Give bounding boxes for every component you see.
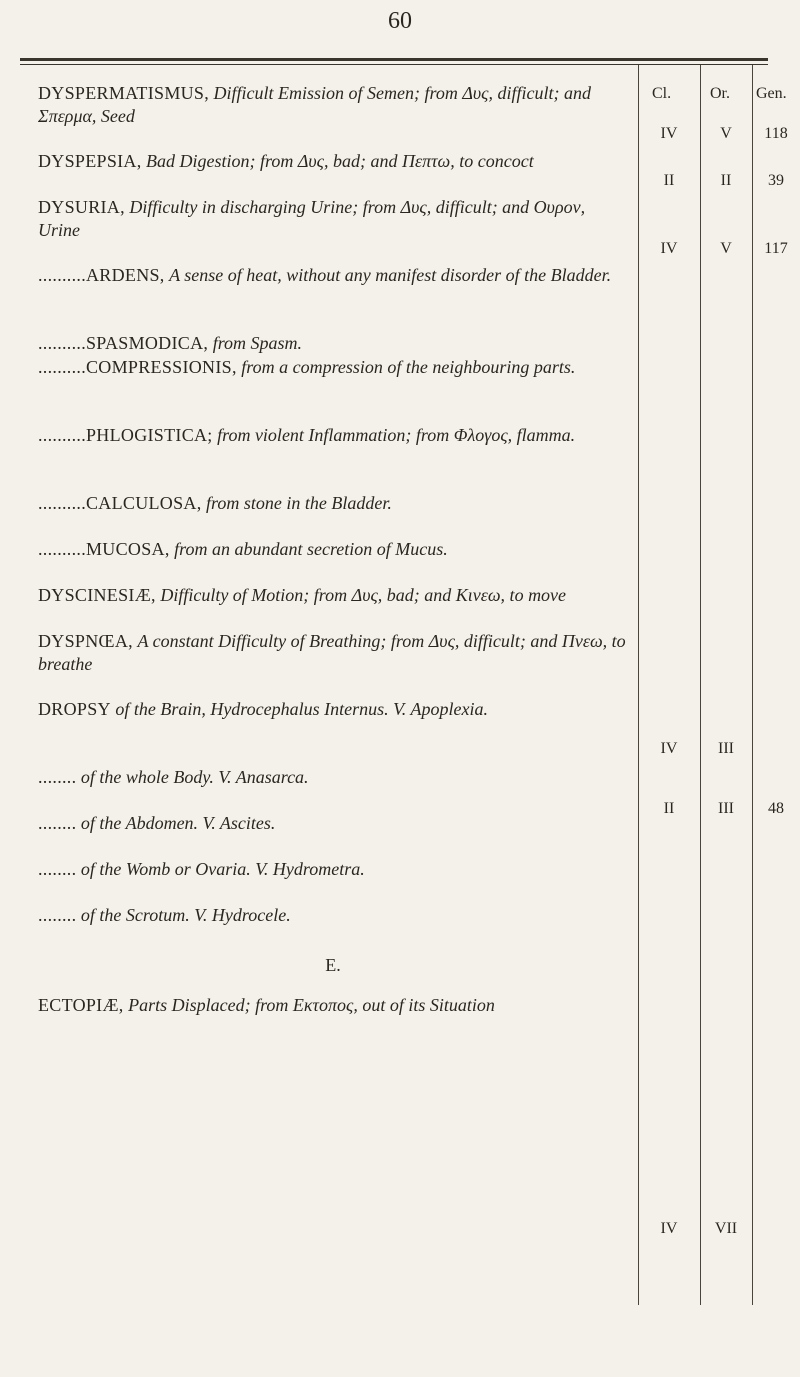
entry: ECTOPIÆ, Parts Displaced; from Εκτοπος, out of its Situation xyxy=(38,995,495,1015)
entries-list xyxy=(38,82,628,1040)
cl-value: II xyxy=(663,800,675,817)
gen-value: 117 xyxy=(764,240,788,257)
gen-value: 48 xyxy=(768,800,784,817)
or-value: II xyxy=(720,172,732,189)
top-rule-thin xyxy=(20,64,768,65)
entry: ..........MUCOSA, from an abundant secretion of Mucus. xyxy=(38,539,448,559)
entry: ..........ARDENS, A sense of heat, without any manifest disorder of the Bladder. xyxy=(38,265,612,285)
cl-value: II xyxy=(663,172,675,189)
gen-value: 39 xyxy=(768,172,784,189)
entry: DYSCINESIÆ, Difficulty of Motion; from Δυς, bad; and Κινεω, to move xyxy=(38,585,567,605)
entry: DYSPERMATISMUS, Difficult Emission of Semen; from Δυς, difficult; and Σπερμα, Seed xyxy=(38,83,591,126)
column-header-gen: Gen. xyxy=(756,85,787,102)
entry: ........ of the Abdomen. V. Ascites. xyxy=(38,813,276,833)
cl-value: IV xyxy=(660,740,678,757)
entry: DROPSY of the Brain, Hydrocephalus Internus. V. Apoplexia. xyxy=(38,699,488,719)
column-header-or: Or. xyxy=(710,85,730,102)
or-value: V xyxy=(720,125,732,142)
entry: DYSPNŒA, A constant Difficulty of Breathing; from Δυς, difficult; and Πνεω, to breathe xyxy=(38,631,626,674)
cl-value: IV xyxy=(660,240,678,257)
or-value: V xyxy=(720,240,732,257)
section-letter: E. xyxy=(325,955,341,975)
entry: ..........SPASMODICA, from Spasm. xyxy=(38,333,303,353)
gen-value: 118 xyxy=(764,125,788,142)
entry: ..........CALCULOSA, from stone in the Bladder. xyxy=(38,493,392,513)
entry: ..........PHLOGISTICA; from violent Inflammation; from Φλογος, flamma. xyxy=(38,425,576,445)
cl-value: IV xyxy=(660,125,678,142)
entry: DYSPEPSIA, Bad Digestion; from Δυς, bad; and Πεπτω, to concoct xyxy=(38,151,534,171)
column-header-cl: Cl. xyxy=(652,85,672,102)
cl-value: IV xyxy=(660,1220,678,1237)
entry: ..........COMPRESSIONIS, from a compression of the neighbouring parts. xyxy=(38,357,576,377)
entry: ........ of the Womb or Ovaria. V. Hydrometra. xyxy=(38,859,365,879)
entry: DYSURIA, Difficulty in discharging Urine; from Δυς, difficult; and Ουρον, Urine xyxy=(38,197,586,240)
page-number: 60 xyxy=(388,8,412,34)
top-rule xyxy=(20,58,768,61)
or-value: III xyxy=(718,740,734,757)
entry: ........ of the whole Body. V. Anasarca. xyxy=(38,767,309,787)
entry: ........ of the Scrotum. V. Hydrocele. xyxy=(38,905,291,925)
or-value: VII xyxy=(714,1220,738,1237)
or-value: III xyxy=(718,800,734,817)
